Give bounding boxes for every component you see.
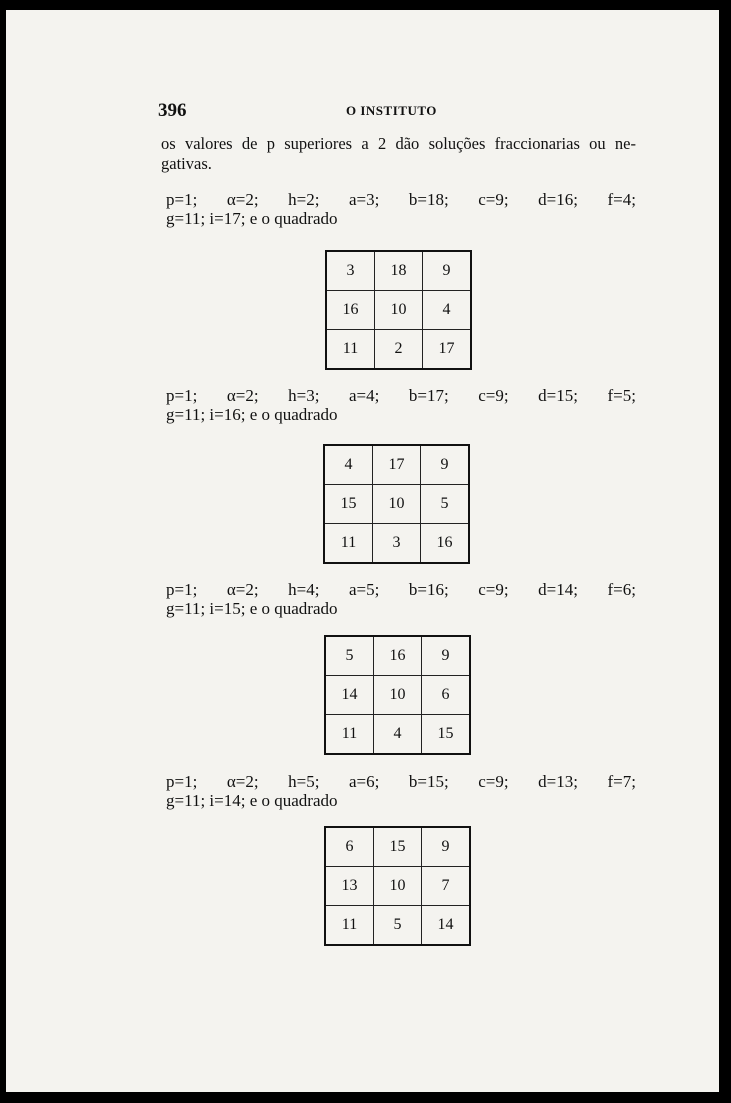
square-cell: 2 xyxy=(375,330,423,370)
page-number: 396 xyxy=(158,100,187,121)
magic-square-2 xyxy=(323,444,470,564)
equation-line-1: p=1; α=2; h=4; a=5; b=16; c=9; d=14; f=6; xyxy=(166,580,636,599)
book-page xyxy=(6,10,719,1092)
square-cell: 4 xyxy=(324,445,373,485)
square-cell: 18 xyxy=(375,251,423,291)
table-row xyxy=(326,291,471,330)
square-cell: 3 xyxy=(373,524,421,564)
square-cell: 11 xyxy=(325,715,374,755)
equation-line-2: g=11; i=15; e o quadrado xyxy=(166,599,338,618)
square-cell: 17 xyxy=(423,330,472,370)
square-cell: 7 xyxy=(422,867,471,906)
intro-line-2: gativas. xyxy=(161,154,212,173)
square-cell: 11 xyxy=(325,906,374,946)
table-row xyxy=(326,251,471,291)
square-cell: 15 xyxy=(422,715,471,755)
equation-line-2: g=11; i=14; e o quadrado xyxy=(166,791,338,810)
table-row xyxy=(325,827,470,867)
equation-block-4 xyxy=(166,772,636,810)
square-cell: 17 xyxy=(373,445,421,485)
table-row xyxy=(324,524,469,564)
equation-block-2 xyxy=(166,386,636,424)
square-cell: 15 xyxy=(374,827,422,867)
square-cell: 6 xyxy=(422,676,471,715)
intro-line-1: os valores de p superiores a 2 dão soluções fraccionarias ou ne- xyxy=(161,134,636,153)
table-row xyxy=(325,867,470,906)
square-cell: 9 xyxy=(421,445,470,485)
table-row xyxy=(324,445,469,485)
square-cell: 10 xyxy=(374,867,422,906)
square-cell: 4 xyxy=(423,291,472,330)
magic-square-4 xyxy=(324,826,471,946)
square-cell: 10 xyxy=(373,485,421,524)
table-row xyxy=(324,485,469,524)
square-cell: 5 xyxy=(421,485,470,524)
square-cell: 10 xyxy=(375,291,423,330)
equation-block-1 xyxy=(166,190,636,228)
square-cell: 14 xyxy=(422,906,471,946)
square-cell: 9 xyxy=(422,636,471,676)
square-cell: 3 xyxy=(326,251,375,291)
square-cell: 16 xyxy=(421,524,470,564)
magic-square-3 xyxy=(324,635,471,755)
magic-square-1 xyxy=(325,250,472,370)
square-cell: 5 xyxy=(325,636,374,676)
equation-line-2: g=11; i=16; e o quadrado xyxy=(166,405,338,424)
square-cell: 16 xyxy=(374,636,422,676)
table-row xyxy=(325,715,470,755)
table-row xyxy=(326,330,471,370)
equation-line-1: p=1; α=2; h=5; a=6; b=15; c=9; d=13; f=7; xyxy=(166,772,636,791)
equation-block-3 xyxy=(166,580,636,618)
square-cell: 5 xyxy=(374,906,422,946)
running-title: O INSTITUTO xyxy=(346,103,437,118)
page-header xyxy=(6,100,719,124)
table-row xyxy=(325,906,470,946)
square-cell: 16 xyxy=(326,291,375,330)
square-cell: 6 xyxy=(325,827,374,867)
table-row xyxy=(325,676,470,715)
square-cell: 15 xyxy=(324,485,373,524)
square-cell: 10 xyxy=(374,676,422,715)
equation-line-2: g=11; i=17; e o quadrado xyxy=(166,209,338,228)
square-cell: 11 xyxy=(324,524,373,564)
equation-line-1: p=1; α=2; h=3; a=4; b=17; c=9; d=15; f=5; xyxy=(166,386,636,405)
square-cell: 9 xyxy=(423,251,472,291)
square-cell: 9 xyxy=(422,827,471,867)
table-row xyxy=(325,636,470,676)
square-cell: 4 xyxy=(374,715,422,755)
square-cell: 11 xyxy=(326,330,375,370)
square-cell: 14 xyxy=(325,676,374,715)
square-cell: 13 xyxy=(325,867,374,906)
equation-line-1: p=1; α=2; h=2; a=3; b=18; c=9; d=16; f=4; xyxy=(166,190,636,209)
intro-paragraph xyxy=(161,134,636,174)
